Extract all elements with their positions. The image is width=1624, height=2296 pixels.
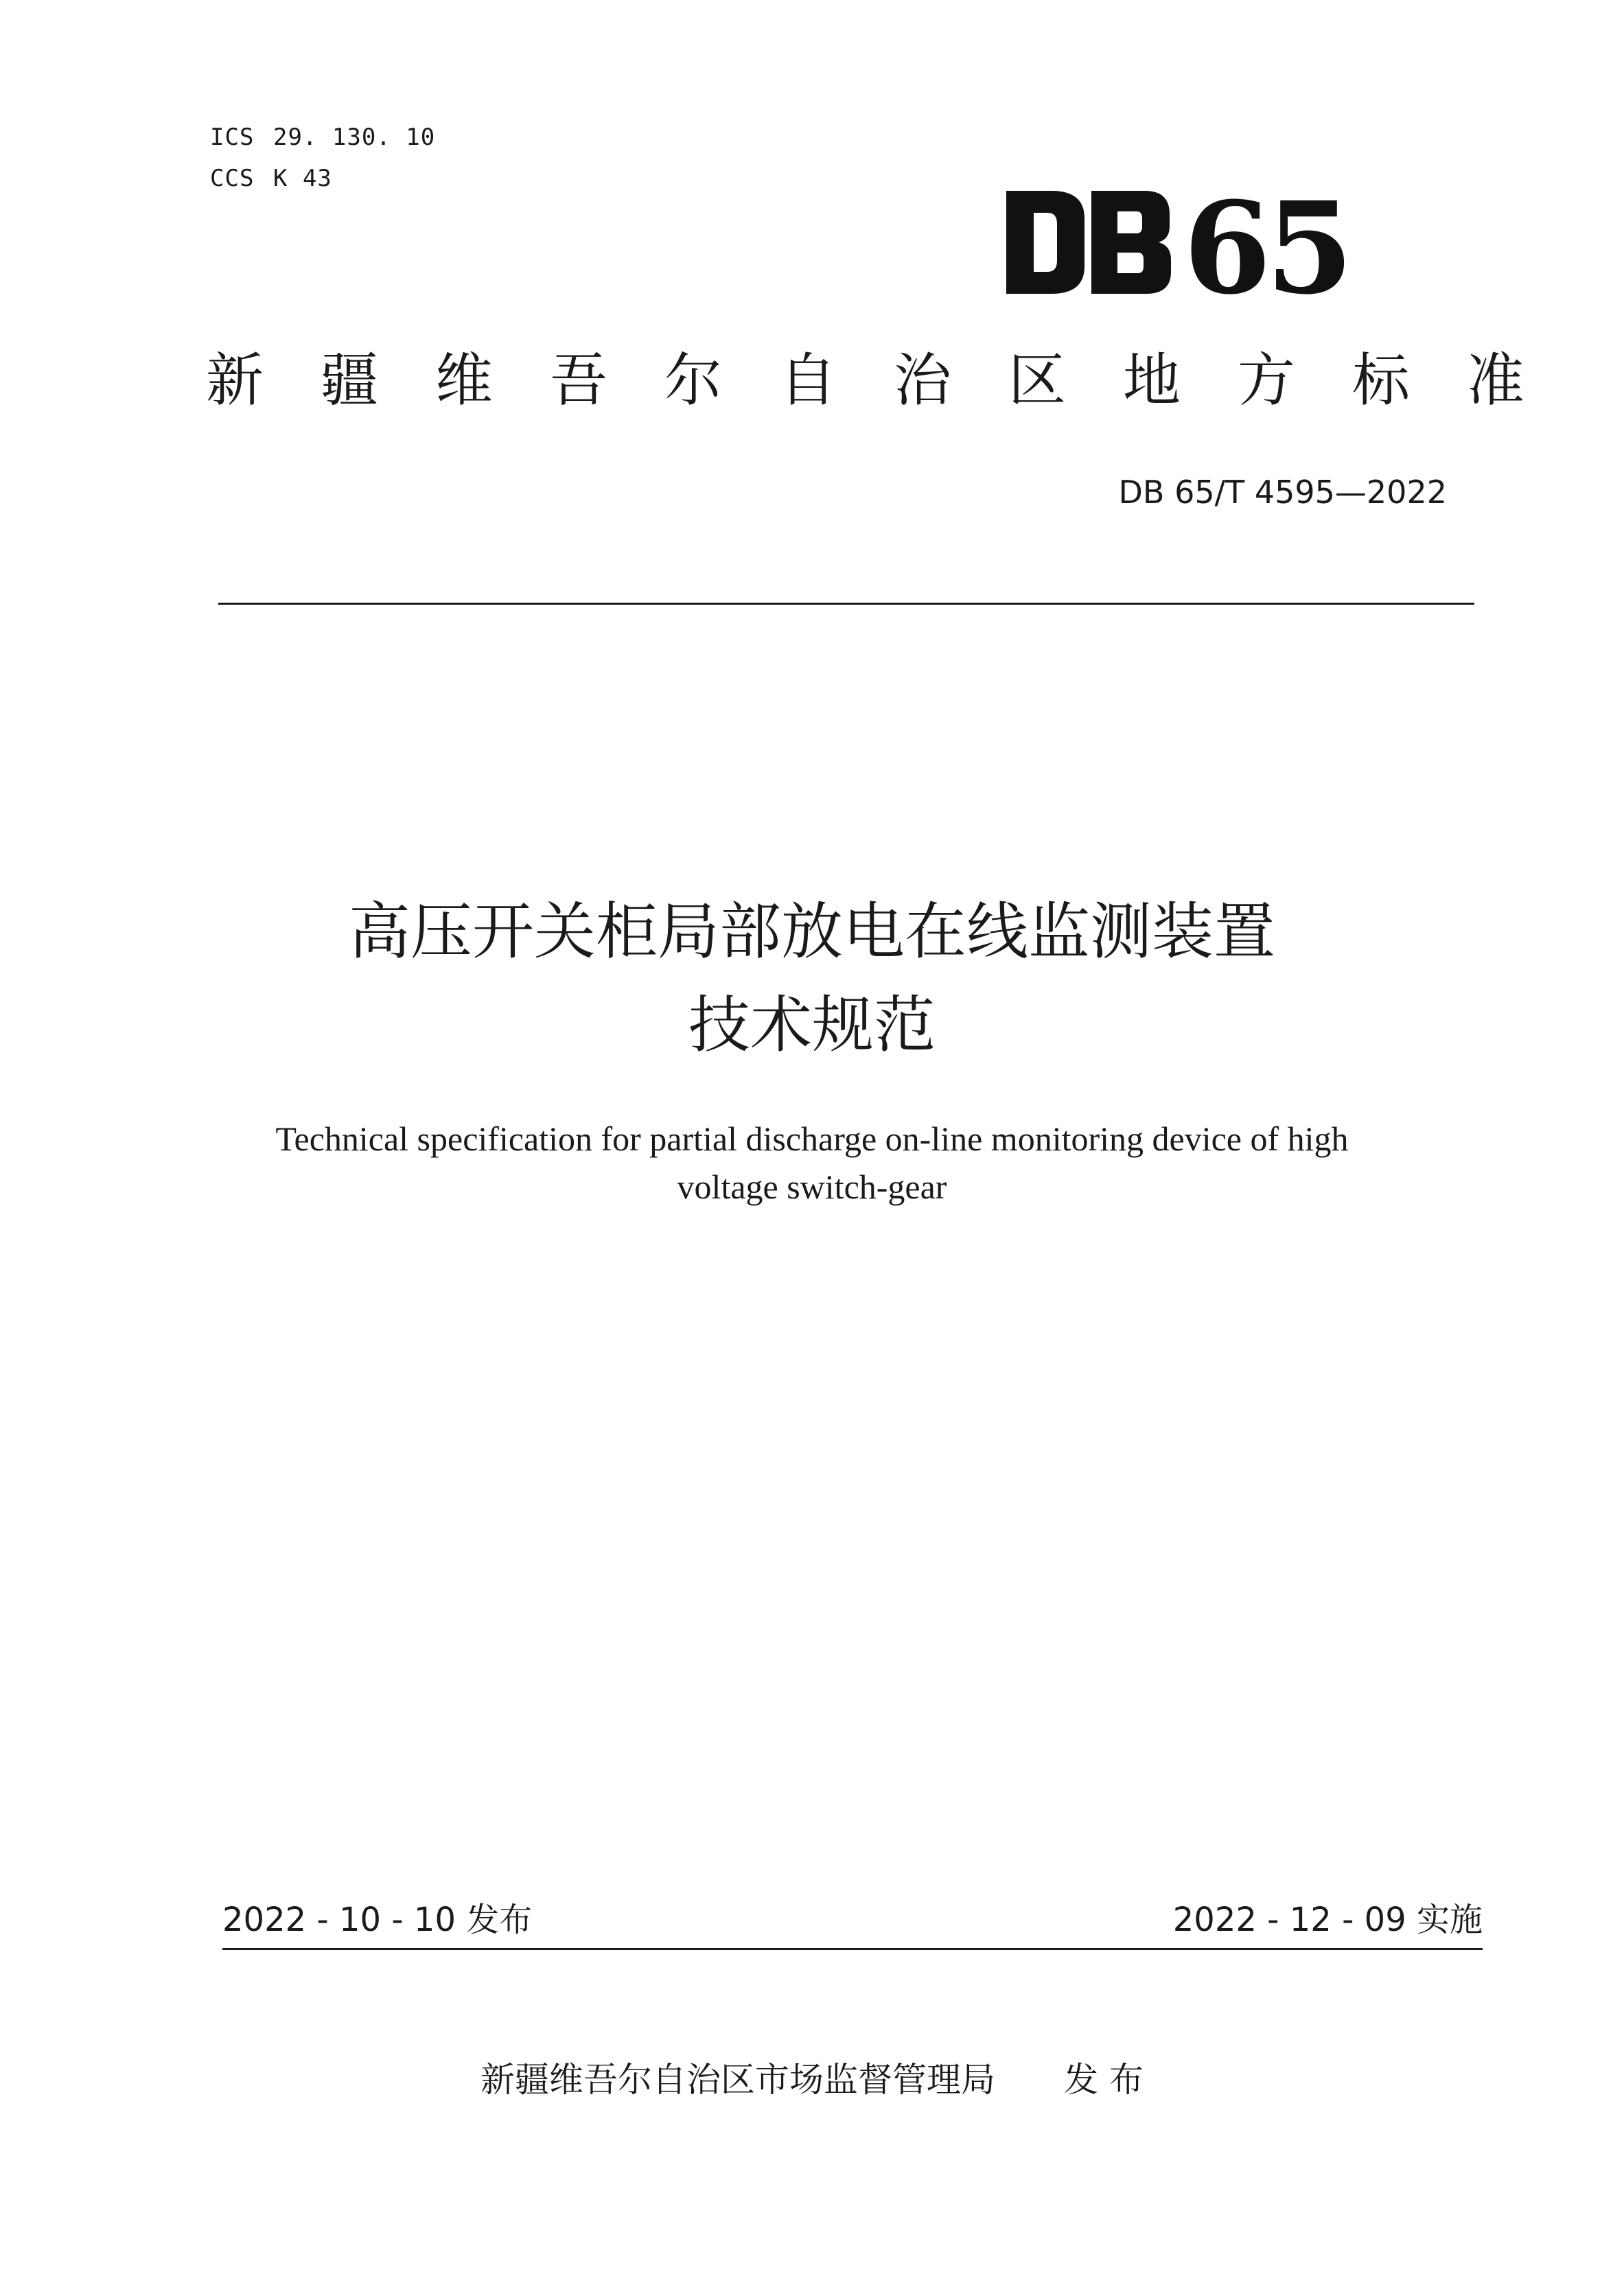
footer-divider	[222, 1948, 1483, 1950]
ics-code	[210, 124, 435, 151]
title-chinese-line1: 高压开关柜局部放电在线监测装置	[349, 896, 1275, 968]
db65-logo	[1004, 184, 1360, 301]
ics-label: ICS	[210, 124, 255, 151]
title-english-line1: Technical specification for partial discharge on-line monitoring device of high	[275, 1120, 1349, 1158]
title-chinese-line2: 技术规范	[688, 989, 936, 1061]
standard-number: DB 65/T 4595—2022	[1118, 474, 1447, 511]
ccs-code	[210, 165, 332, 192]
publish-date: 2022 - 10 - 10 发布	[222, 1901, 533, 1939]
title-english-line2: voltage switch-gear	[677, 1168, 947, 1206]
ccs-label: CCS	[210, 165, 255, 192]
issuer	[0, 2052, 1624, 2102]
ccs-value: K 43	[273, 165, 332, 192]
issuer-action: 发 布	[1064, 2060, 1144, 2100]
svg-text:6: 6	[1183, 184, 1272, 301]
authority-title: 新疆维吾尔自治区地方标准	[206, 347, 1582, 414]
ics-value: 29. 130. 10	[273, 124, 436, 151]
issuer-organization: 新疆维吾尔自治区市场监督管理局	[480, 2060, 996, 2100]
implement-date: 2022 - 12 - 09 实施	[1172, 1901, 1483, 1939]
svg-text:5: 5	[1266, 184, 1354, 301]
header-divider	[218, 603, 1474, 605]
